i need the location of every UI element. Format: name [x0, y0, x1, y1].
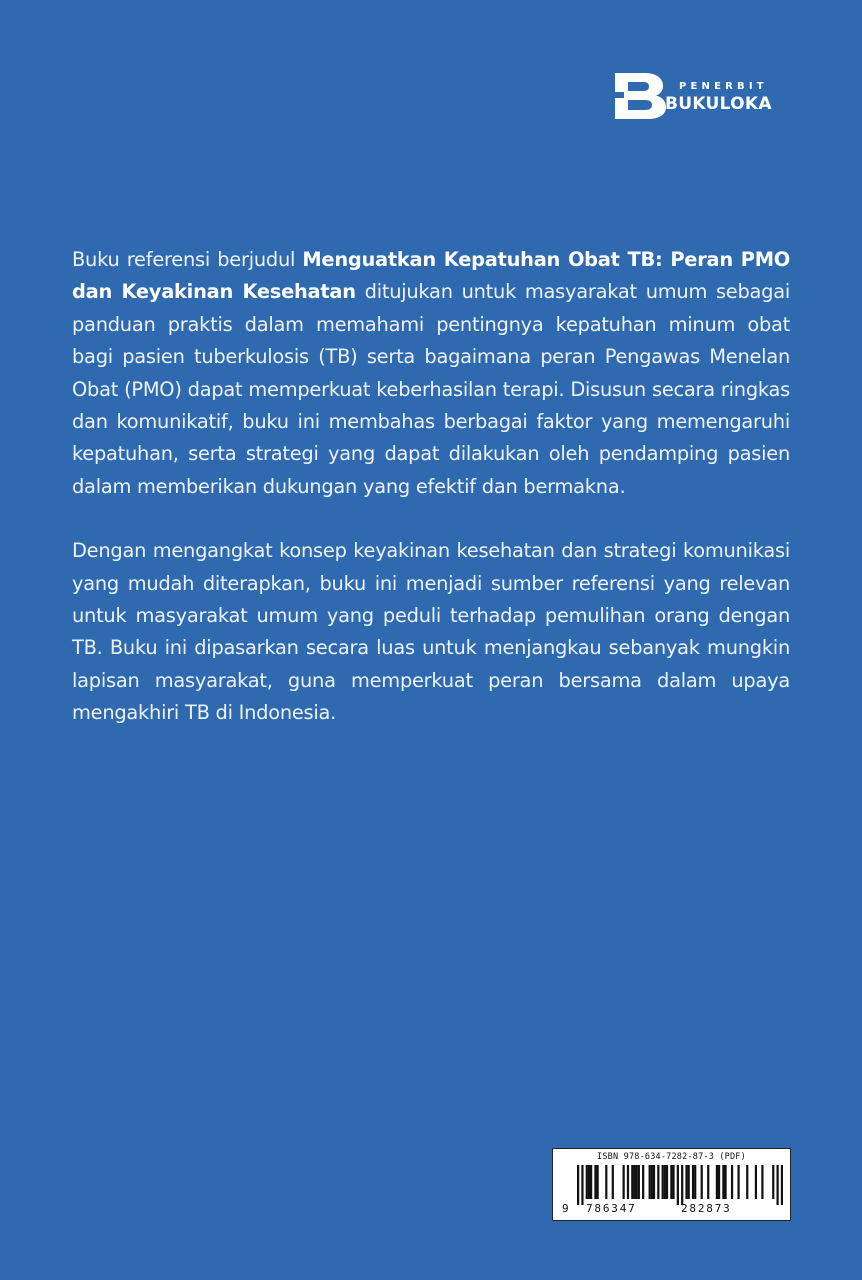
barcode-bar [677, 1165, 679, 1205]
barcode-bar [627, 1165, 629, 1199]
barcode-lead-digit: 9 [562, 1202, 569, 1215]
barcode-bar [672, 1165, 674, 1199]
barcode-bar [633, 1165, 635, 1199]
barcode-bar [776, 1165, 778, 1205]
barcode-bar [718, 1165, 720, 1199]
barcode-bar [653, 1165, 655, 1199]
barcode-bar [724, 1165, 726, 1199]
blurb-rest: ditujukan untuk masyarakat umum sebagai panduan praktis dalam memahami pentingnya kepatuhan minum obat bagi pasien tuberkulosis (TB) serta bagaimana peran Pengawas Menelan Obat (PMO) dapat memperkuat keberhasilan terapi. Disusun secara ringkas dan komunikatif, buku ini membahas berbagai faktor yang memengaruhi kepatuhan, serta strategi yang dapat dilakukan oleh pendamping pasien dalam memberikan dukungan yang efektif dan bermakna. [72, 280, 790, 498]
barcode-bar [746, 1165, 748, 1199]
barcode-bar [688, 1165, 690, 1199]
barcode-bar [685, 1165, 687, 1199]
barcode-bar [694, 1165, 696, 1199]
barcode-bar [590, 1165, 592, 1199]
barcode-bar [642, 1165, 644, 1199]
barcode-bar [594, 1165, 596, 1199]
barcode-bar [631, 1165, 633, 1199]
barcode-bar [636, 1165, 638, 1199]
barcode-bar [649, 1165, 651, 1199]
barcode-bars [577, 1165, 783, 1205]
barcode-bar [755, 1165, 757, 1199]
barcode-bar [681, 1165, 683, 1205]
barcode-bar [701, 1165, 703, 1199]
barcode-bar [612, 1165, 614, 1199]
publisher-logo [615, 73, 772, 119]
publisher-name: BUKULOKA [665, 94, 772, 114]
barcode-bar [737, 1165, 739, 1199]
blurb-paragraph-1 [72, 244, 790, 503]
barcode-bar [662, 1165, 664, 1199]
barcode-right-digits: 282873 [681, 1202, 732, 1215]
barcode-bar [581, 1165, 583, 1205]
isbn-label: ISBN 978-634-7282-87-3 (PDF) [597, 1152, 746, 1162]
barcode-bar [781, 1165, 783, 1205]
blurb-paragraph-2: Dengan mengangkat konsep keyakinan kesehatan dan strategi komunikasi yang mudah diterapkan, buku ini menjadi sumber referensi yang relevan untuk masyarakat umum yang peduli terhadap pemulihan orang dengan TB. Buku ini dipasarkan secara luas untuk menjangkau sebanyak mungkin lapisan masyarakat, guna memperkuat peran bersama dalam upaya mengakhiri TB di Indonesia. [72, 539, 790, 725]
barcode-bar [670, 1165, 672, 1199]
barcode-bar [722, 1165, 724, 1199]
barcode-bar [577, 1165, 579, 1205]
barcode-bar [651, 1165, 653, 1199]
barcode-bar [731, 1165, 733, 1199]
barcode-bar [597, 1165, 599, 1199]
book-title: Menguatkan Kepatuhan Obat TB: Peran PMO dan Keyakinan Kesehatan [72, 248, 790, 304]
barcode-bar [707, 1165, 709, 1199]
blurb-intro: Buku referensi berjudul [72, 248, 303, 271]
barcode-bar [657, 1165, 659, 1199]
barcode-bar [692, 1165, 694, 1199]
barcode-bar [664, 1165, 666, 1199]
isbn-barcode [552, 1148, 791, 1221]
publisher-label: PENERBIT [679, 81, 768, 92]
barcode-bar [623, 1165, 625, 1199]
barcode-bar [588, 1165, 590, 1199]
barcode-bar [761, 1165, 763, 1199]
barcode-bar [666, 1165, 668, 1199]
barcode-bar [605, 1165, 607, 1199]
barcode-bar [772, 1165, 774, 1199]
barcode-bar [586, 1165, 588, 1199]
barcode-left-digits: 786347 [586, 1202, 637, 1215]
barcode-bar [716, 1165, 718, 1199]
barcode-bar [638, 1165, 640, 1199]
back-cover-blurb [72, 244, 790, 762]
publisher-b-logo-icon [615, 73, 667, 119]
